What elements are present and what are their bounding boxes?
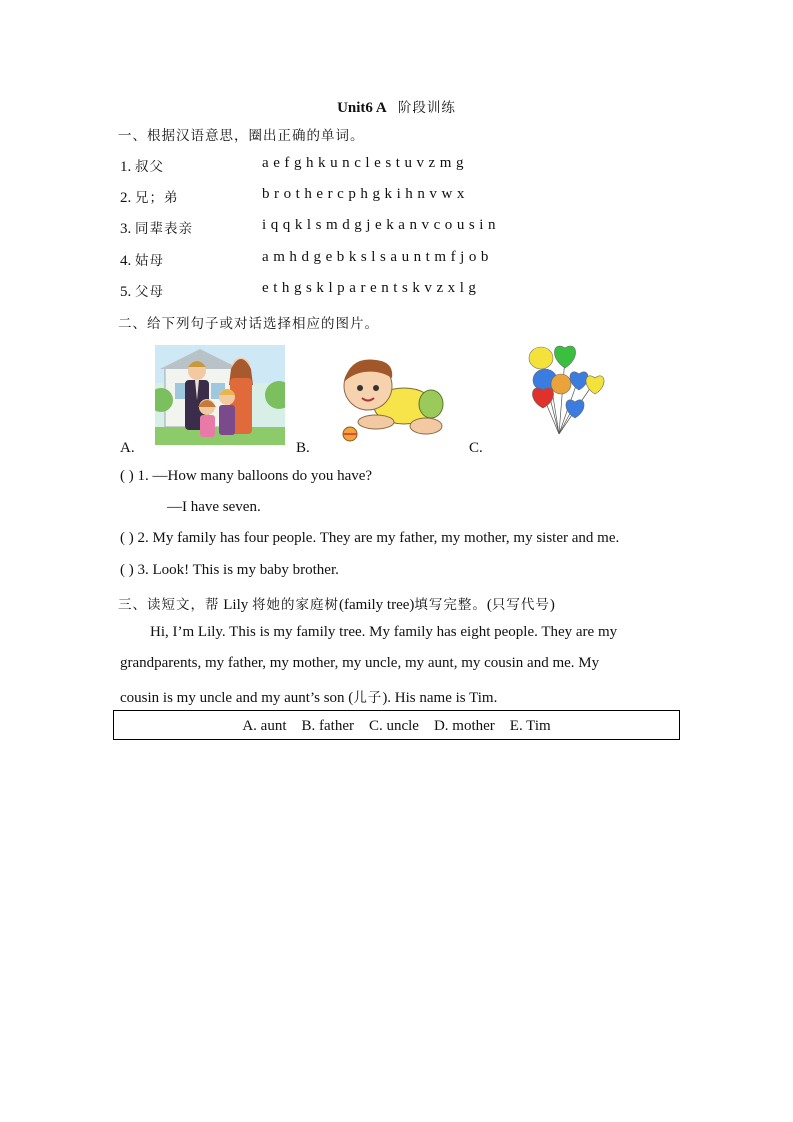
passage-line-3: cousin is my uncle and my aunt’s son (儿子). His name is Tim. bbox=[120, 690, 498, 706]
answer-choices: A. aunt B. father C. uncle D. mother E. Tim bbox=[242, 718, 551, 734]
question-3: ( ) 3. Look! This is my baby brother. bbox=[120, 562, 339, 578]
answer-blank-2[interactable]: ( ) bbox=[120, 530, 134, 546]
balloons-image bbox=[523, 344, 615, 444]
answer-choices-box bbox=[113, 710, 680, 740]
option-a-label: A. bbox=[120, 440, 135, 456]
option-c-label: C. bbox=[469, 440, 483, 456]
title-unit: Unit6 A bbox=[337, 100, 387, 116]
baby-crawling-image bbox=[336, 348, 448, 442]
letter-grid-5[interactable]: e t h g s k l p a r e n t s k v z x l g bbox=[262, 280, 477, 296]
vocab-item-5: 5. 父母 bbox=[120, 284, 164, 300]
answer-blank-3[interactable]: ( ) bbox=[120, 562, 134, 578]
passage-line-2: grandparents, my father, my mother, my uncle, my aunt, my cousin and me. My bbox=[120, 655, 600, 671]
answer-blank-1[interactable]: ( ) bbox=[120, 468, 134, 484]
letter-grid-1[interactable]: a e f g h k u n c l e s t u v z m g bbox=[262, 155, 464, 171]
question-2: ( ) 2. My family has four people. They are my father, my mother, my sister and me. bbox=[120, 530, 620, 546]
letter-grid-3[interactable]: i q q k l s m d g j e k a n v c o u s i n bbox=[262, 217, 496, 233]
section2-heading: 二、给下列句子或对话选择相应的图片。 bbox=[118, 316, 379, 332]
option-b-label: B. bbox=[296, 440, 310, 456]
title-subtitle: 阶段训练 bbox=[397, 100, 456, 116]
page-title bbox=[0, 96, 793, 117]
vocab-item-4: 4. 姑母 bbox=[120, 253, 164, 269]
vocab-item-3: 3. 同辈表亲 bbox=[120, 221, 193, 237]
question-1-answer-line: —I have seven. bbox=[167, 499, 261, 515]
vocab-item-1: 1. 叔父 bbox=[120, 159, 164, 175]
section3-heading: 三、读短文，帮 Lily 将她的家庭树(family tree)填写完整。(只写代号) bbox=[118, 597, 555, 613]
passage-line-1: Hi, I’m Lily. This is my family tree. My family has eight people. They are my bbox=[150, 624, 618, 640]
section1-heading: 一、根据汉语意思，圈出正确的单词。 bbox=[118, 128, 365, 144]
vocab-item-2: 2. 兄；弟 bbox=[120, 190, 179, 206]
family-photo-image bbox=[155, 345, 285, 445]
question-1: ( ) 1. —How many balloons do you have? bbox=[120, 468, 373, 484]
letter-grid-4[interactable]: a m h d g e b k s l s a u n t m f j o b bbox=[262, 249, 489, 265]
letter-grid-2[interactable]: b r o t h e r c p h g k i h n v w x bbox=[262, 186, 465, 202]
